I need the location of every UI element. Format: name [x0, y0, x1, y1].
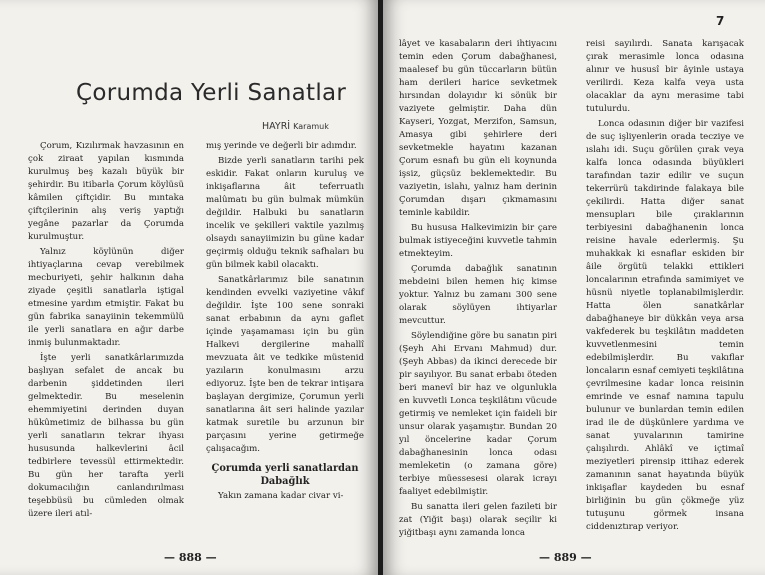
- paragraph: İşte yerli sanatkârlarımızda başlıyan sefalet de ancak bu darbenin şiddetinden ileri gelmektedir. Bu meselenin ehemmiyetini derinden duyan hükûmetimiz de bilhassa bu gün yerli sanatların tekrar ihyası hususunda halkevlerini âcil tedbirlere tevessül ettirmektedir. Bu gün her tarafta yerli dokumacılığın canlandırılması teşebbüsü bu cümleden olmak üzere ileri atıl-: [28, 353, 184, 519]
- paragraph: reisi sayılırdı. Sanata karışacak çırak merasimle lonca odasına alınır ve hususî bir âyinle ustaya verilirdi. Keza kalfa veya usta olacaklar da aynı merasime tabi tutulurdu.: [586, 39, 744, 114]
- paragraph: Çorumda dabağlık sanatının mebdeini bilen hemen hiç kimse yoktur. Yalnız bu zamanı 300 sene olarak söylüyen ihtiyarlar mevcuttur.: [399, 264, 557, 326]
- left-page: [0, 0, 378, 575]
- left-column-1: [28, 140, 184, 540]
- corner-number: 7: [716, 14, 725, 28]
- article-title: Çorumda Yerli Sanatlar: [76, 80, 347, 106]
- paragraph: Bu hususa Halkevimizin bir çare bulmak istiyeceğini kuvvetle tahmin etmekteyim.: [399, 223, 557, 259]
- paragraph: Lonca odasının diğer bir vazifesi de suç işliyenlerin orada tecziye ve ıslahı idi. Suçu görülen çırak veya kalfa lonca odasında büyükleri tarafından tazir edilir ve suçun tekerrürü takdirinde falakaya bile çekilirdi. Hatta diğer sanat mensupları bile çıraklarının terbiyesini dabağhanenin lonca reisine havale ederlermiş. Şu muhakkak ki esnaflar eskiden bir âile örgütü telakki ettikleri loncalarının etrafında samimiyet ve hüsnü niyetle toplanabilmişlerdir. Hatta ölen sanatkârlar dabağhaneye bir dükkân veya arsa vakfederek bu teşkilâtın maddeten kuvvetlenmesini temin edebilmişlerdir. Bu vakıflar loncaların esnaf cemiyeti teşkilâtına çevrilmesine kadar lonca reisinin emrinde ve esnaf namına tapulu bulunur ve bunlardan temin edilen irad ile de düşkünlere yardıma ve sanat yuvalarının tamirine çalışılırdı. Ahlâkî ve içtimaî meziyetleri pirensip ittihaz ederek zamanının sanat hayatında büyük inkişaflar kaydeden bu esnaf birliğinin bu gün çökmeğe yüz tutuşunu görmek insana ciddenıztırap veriyor.: [586, 119, 744, 532]
- right-page: [383, 0, 765, 575]
- paragraph: Bu sanatta ileri gelen fazileti bir zat (Yiğit başı) olarak seçilir ki yiğitbaşı aynı zamanda lonca: [399, 502, 557, 538]
- section-heading-line-1: Çorumda yerli sanatlardan: [211, 463, 359, 474]
- page-number-right: — 889 —: [539, 551, 592, 564]
- paragraph: mış yerinde ve değerli bir adımdır.: [206, 141, 357, 151]
- paragraph: lâyet ve kasabaların deri ihtiyacını temin eden Çorum dabağhanesi, maalesef bu gün tüccarların bütün ham derileri harice sevketmek hırsından dolayıdır ki sönük bir vaziyete gelmiştir. Daha dün Kayseri, Yozgat, Merzifon, Samsun, Amasya gibi şehirlere deri sevketmekle hayatını kazanan Çorum esnafı bu gün eli koynunda işsiz, güçsüz beklemektedir. Bu vaziyetin, islahı, yalnız ham derinin Çorumdan dışarı çıkmamasını teminle kabildir.: [399, 39, 557, 218]
- author-byline: [262, 121, 329, 132]
- author-given-name: HAYRİ: [262, 121, 291, 132]
- paragraph: Söylendiğine göre bu sanatın piri (Şeyh Ahi Ervanı Mahmud) dur. (Şeyh Abbas) da ikinci derecede bir pir sayılıyor. Bu sanat erbabı öteden beri manevî bir haz ve olgunlukla en kuvvetli Lonca teşkilâtını vücude getirmiş ve nemleket için faideli bir unsur olarak yaşamıştır. Bundan 20 yıl öncelerine kadar Çorum dabağhanesinin lonca odası memleketin (o zamana göre) terbiye müessesesi olarak icrayı faaliyet edebilmiştir.: [399, 331, 557, 497]
- page-number-left: — 888 —: [164, 551, 217, 564]
- left-column-2: [206, 140, 364, 540]
- section-heading-line-2: Dabağlık: [260, 476, 310, 487]
- paragraph: Çorum, Kızılırmak havzasının en çok ziraat yapılan kısmında kurulmuş beş kazalı büyük bir şehirdir. Bu itibarla Çorum köylüsü kâmilen çiftçidir. Bu mıntaka çiftçilerinin alış veriş yaptığı yegâne pazarlar da Çorumda kurulmuştur.: [28, 141, 184, 242]
- paragraph: Bizde yerli sanatların tarihi pek eskidir. Fakat onların kuruluş ve inkişaflarına âit teferruatlı malûmatı bu gün bulmak mümkün değildir. Halbuki bu sanatların incelik ve şekilleri vaktile yazılmış olsaydı sanayiimizin bu güne kadar geçirmiş olduğu teknik safhaları bu gün bilmek kabil olacaktı.: [206, 156, 364, 270]
- right-column-2: [586, 38, 744, 540]
- right-column-1: [399, 38, 557, 540]
- section-heading: [206, 462, 364, 488]
- author-surname: Karamuk: [293, 122, 329, 131]
- paragraph: Sanatkârlarımız bile sanatının kendinden evvelki vaziyetine vâkıf değildir. İşte 100 sene sonraki sanat erbabının da aynı gaflet içinde yaşamaması için bu gün Halkevi dergilerine mahallî mevzuata âit ve tedkike müstenid yazıların konulmasını arzu ediyoruz. İşte ben de tekrar intişara başlayan dergimize, Çorumun yerli sanatlarına âit seri halinde yazılar katmak suretile bu arzunun bir parçasını yerine getirmeğe çalışacağım.: [206, 275, 364, 454]
- paragraph: Yalnız köylünün diğer ihtiyaçlarına cevap verebilmek mecburiyeti, şehir halkının daha ziyade çeşitli sanatlarla iştigal etmesine yardım etmiştir. Fakat bu gün fabrika sanayiinin tekemmülü ile yerli sanatlara en ağır darbe inmiş bulunmaktadır.: [28, 247, 184, 348]
- paragraph: Yakın zamana kadar civar vi-: [218, 491, 344, 501]
